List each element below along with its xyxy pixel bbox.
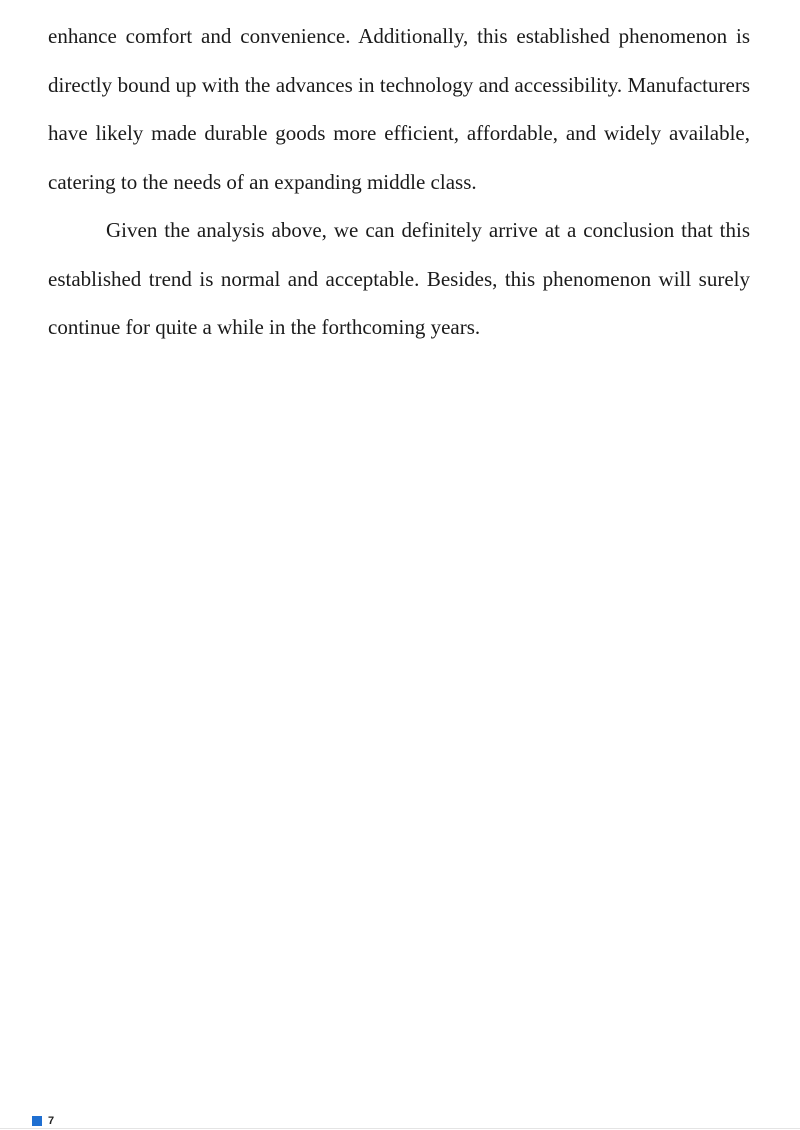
page-bottom-divider — [0, 1128, 800, 1129]
page-number: 7 — [48, 1115, 55, 1127]
body-paragraph-continued: enhance comfort and convenience. Additionally, this established phenomenon is directly bound up with the advances in technology and accessibility. Manufacturers have likely made durable goods more efficient, affordable, and widely available, catering to the needs of an expanding middle class. — [48, 24, 750, 194]
page-marker-square-icon — [32, 1116, 42, 1126]
body-paragraph-conclusion: Given the analysis above, we can definitely arrive at a conclusion that this established trend is normal and acceptable. Besides, this phenomenon will surely continue for quite a while in the forthcoming years. — [48, 218, 750, 339]
document-body — [48, 12, 750, 352]
page-footer — [32, 1114, 54, 1128]
